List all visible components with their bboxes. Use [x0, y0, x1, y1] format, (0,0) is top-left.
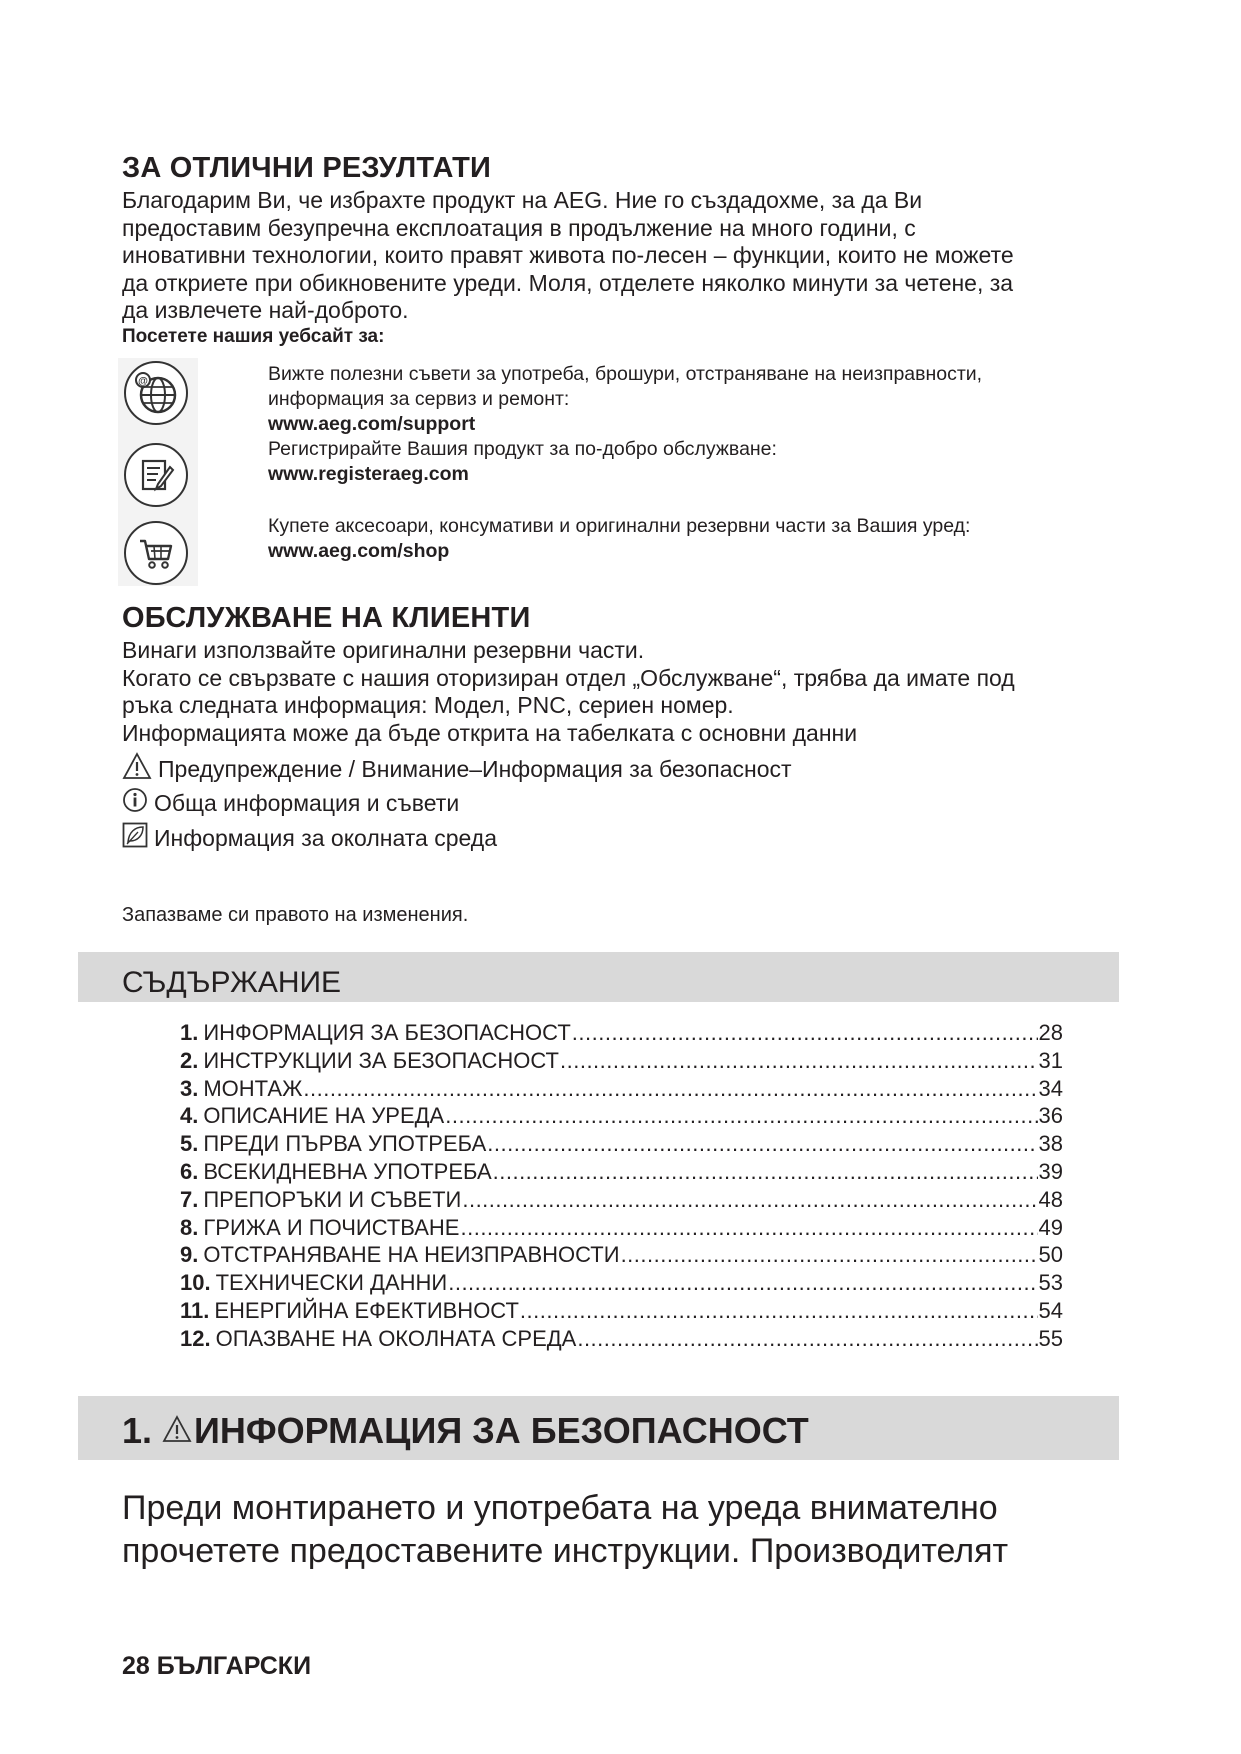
support-url-link[interactable]: www.aeg.com/support	[268, 413, 476, 435]
toc-entry[interactable]: 6. ВСЕКИДНЕВНА УПОТРЕБА ..... 39	[180, 1159, 1063, 1187]
support-text: информация за сервиз и ремонт:	[268, 388, 570, 410]
shop-url-link[interactable]: www.aeg.com/shop	[268, 540, 450, 562]
legend-info	[122, 787, 459, 819]
toc-entry[interactable]: 9. ОТСТРАНЯВАНЕ НА НЕИЗПРАВНОСТИ ..... 50	[180, 1242, 1063, 1270]
section-title-customer-service: ОБСЛУЖВАНЕ НА КЛИЕНТИ	[122, 602, 531, 634]
toc-entry[interactable]: 5. ПРЕДИ ПЪРВА УПОТРЕБА ..... 38	[180, 1131, 1063, 1159]
intro-line: иновативни технологии, които правят живота по-лесен – функции, които не можете	[122, 242, 1014, 268]
shop-text: Купете аксесоари, консумативи и оригинални резервни части за Вашия уред:	[268, 515, 971, 537]
legend-environment-text: Информация за околната среда	[154, 824, 497, 851]
warning-triangle-icon	[162, 1410, 192, 1452]
globe-icon	[124, 361, 188, 425]
shopping-cart-icon	[124, 521, 188, 585]
register-url-link[interactable]: www.registeraeg.com	[268, 463, 469, 485]
safety-number: 1.	[122, 1410, 153, 1451]
register-form-icon	[124, 443, 188, 507]
service-line: Винаги използвайте оригинални резервни части.	[122, 637, 645, 663]
safety-intro-line: Преди монтирането и употребата на уреда внимателно	[122, 1489, 998, 1527]
section-title-results: ЗА ОТЛИЧНИ РЕЗУЛТАТИ	[122, 152, 492, 184]
legend-warning-text: Предупреждение / Внимание–Информация за безопасност	[158, 755, 792, 782]
svg-text:@: @	[138, 376, 148, 387]
toc-entry[interactable]: 10. ТЕХНИЧЕСКИ ДАННИ ..... 53	[180, 1270, 1063, 1298]
contents-title: СЪДЪРЖАНИЕ	[122, 966, 342, 999]
intro-paragraph	[122, 187, 1122, 325]
shop-item	[268, 514, 1128, 564]
intro-line: Благодарим Ви, че избрахте продукт на AEG. Ние го създадохме, за да Ви	[122, 187, 923, 213]
toc-entry[interactable]: 4. ОПИСАНИЕ НА УРЕДА ..... 36	[180, 1103, 1063, 1131]
legend-warning	[122, 752, 792, 786]
toc-entry[interactable]: 12. ОПАЗВАНЕ НА ОКОЛНАТА СРЕДА ..... 55	[180, 1326, 1063, 1354]
reserve-rights-note: Запазваме си правото на изменения.	[122, 904, 469, 926]
page-footer: 28 БЪЛГАРСКИ	[122, 1652, 312, 1680]
visit-website-label: Посетете нашия уебсайт за:	[122, 326, 385, 347]
safety-intro	[122, 1487, 1122, 1573]
register-text: Регистрирайте Вашия продукт за по-добро обслужване:	[268, 438, 777, 460]
safety-heading	[122, 1410, 809, 1452]
legend-environment	[122, 822, 497, 854]
toc-entry[interactable]: 8. ГРИЖА И ПОЧИСТВАНЕ ..... 49	[180, 1215, 1063, 1243]
safety-intro-line: прочетете предоставените инструкции. Производителят	[122, 1532, 1009, 1570]
warning-triangle-icon	[122, 752, 152, 786]
intro-line: да откриете при обикновените уреди. Моля, отделете няколко минути за четене, за	[122, 269, 1014, 296]
toc-entry[interactable]: 1. ИНФОРМАЦИЯ ЗА БЕЗОПАСНОСТ ..... 28	[180, 1020, 1063, 1048]
info-icon	[122, 787, 148, 819]
service-line: ръка следната информация: Модел, PNC, сериен номер.	[122, 692, 734, 718]
legend-info-text: Обща информация и съвети	[154, 789, 460, 816]
intro-line: предоставим безупречна експлоатация в продължение на много години, с	[122, 214, 916, 241]
toc-entry[interactable]: 11. ЕНЕРГИЙНА ЕФЕКТИВНОСТ ..... 54	[180, 1298, 1063, 1326]
leaf-icon	[122, 822, 148, 854]
table-of-contents	[180, 1020, 1063, 1354]
support-text: Вижте полезни съвети за употреба, брошури, отстраняване на неизправности,	[268, 363, 983, 385]
service-line: Когато се свързвате с нашия оторизиран отдел „Обслужване“, трябва да имате под	[122, 664, 1015, 691]
safety-title: ИНФОРМАЦИЯ ЗА БЕЗОПАСНОСТ	[194, 1410, 809, 1451]
toc-entry[interactable]: 7. ПРЕПОРЪКИ И СЪВЕТИ ..... 48	[180, 1187, 1063, 1215]
support-item	[268, 362, 1128, 487]
toc-entry[interactable]: 3. МОНТАЖ ..... 34	[180, 1076, 1063, 1104]
toc-entry[interactable]: 2. ИНСТРУКЦИИ ЗА БЕЗОПАСНОСТ ..... 31	[180, 1048, 1063, 1076]
intro-line: да извлечете най-доброто.	[122, 297, 409, 323]
service-line: Информацията може да бъде открита на табелката с основни данни	[122, 719, 858, 746]
customer-service-text	[122, 637, 1122, 747]
